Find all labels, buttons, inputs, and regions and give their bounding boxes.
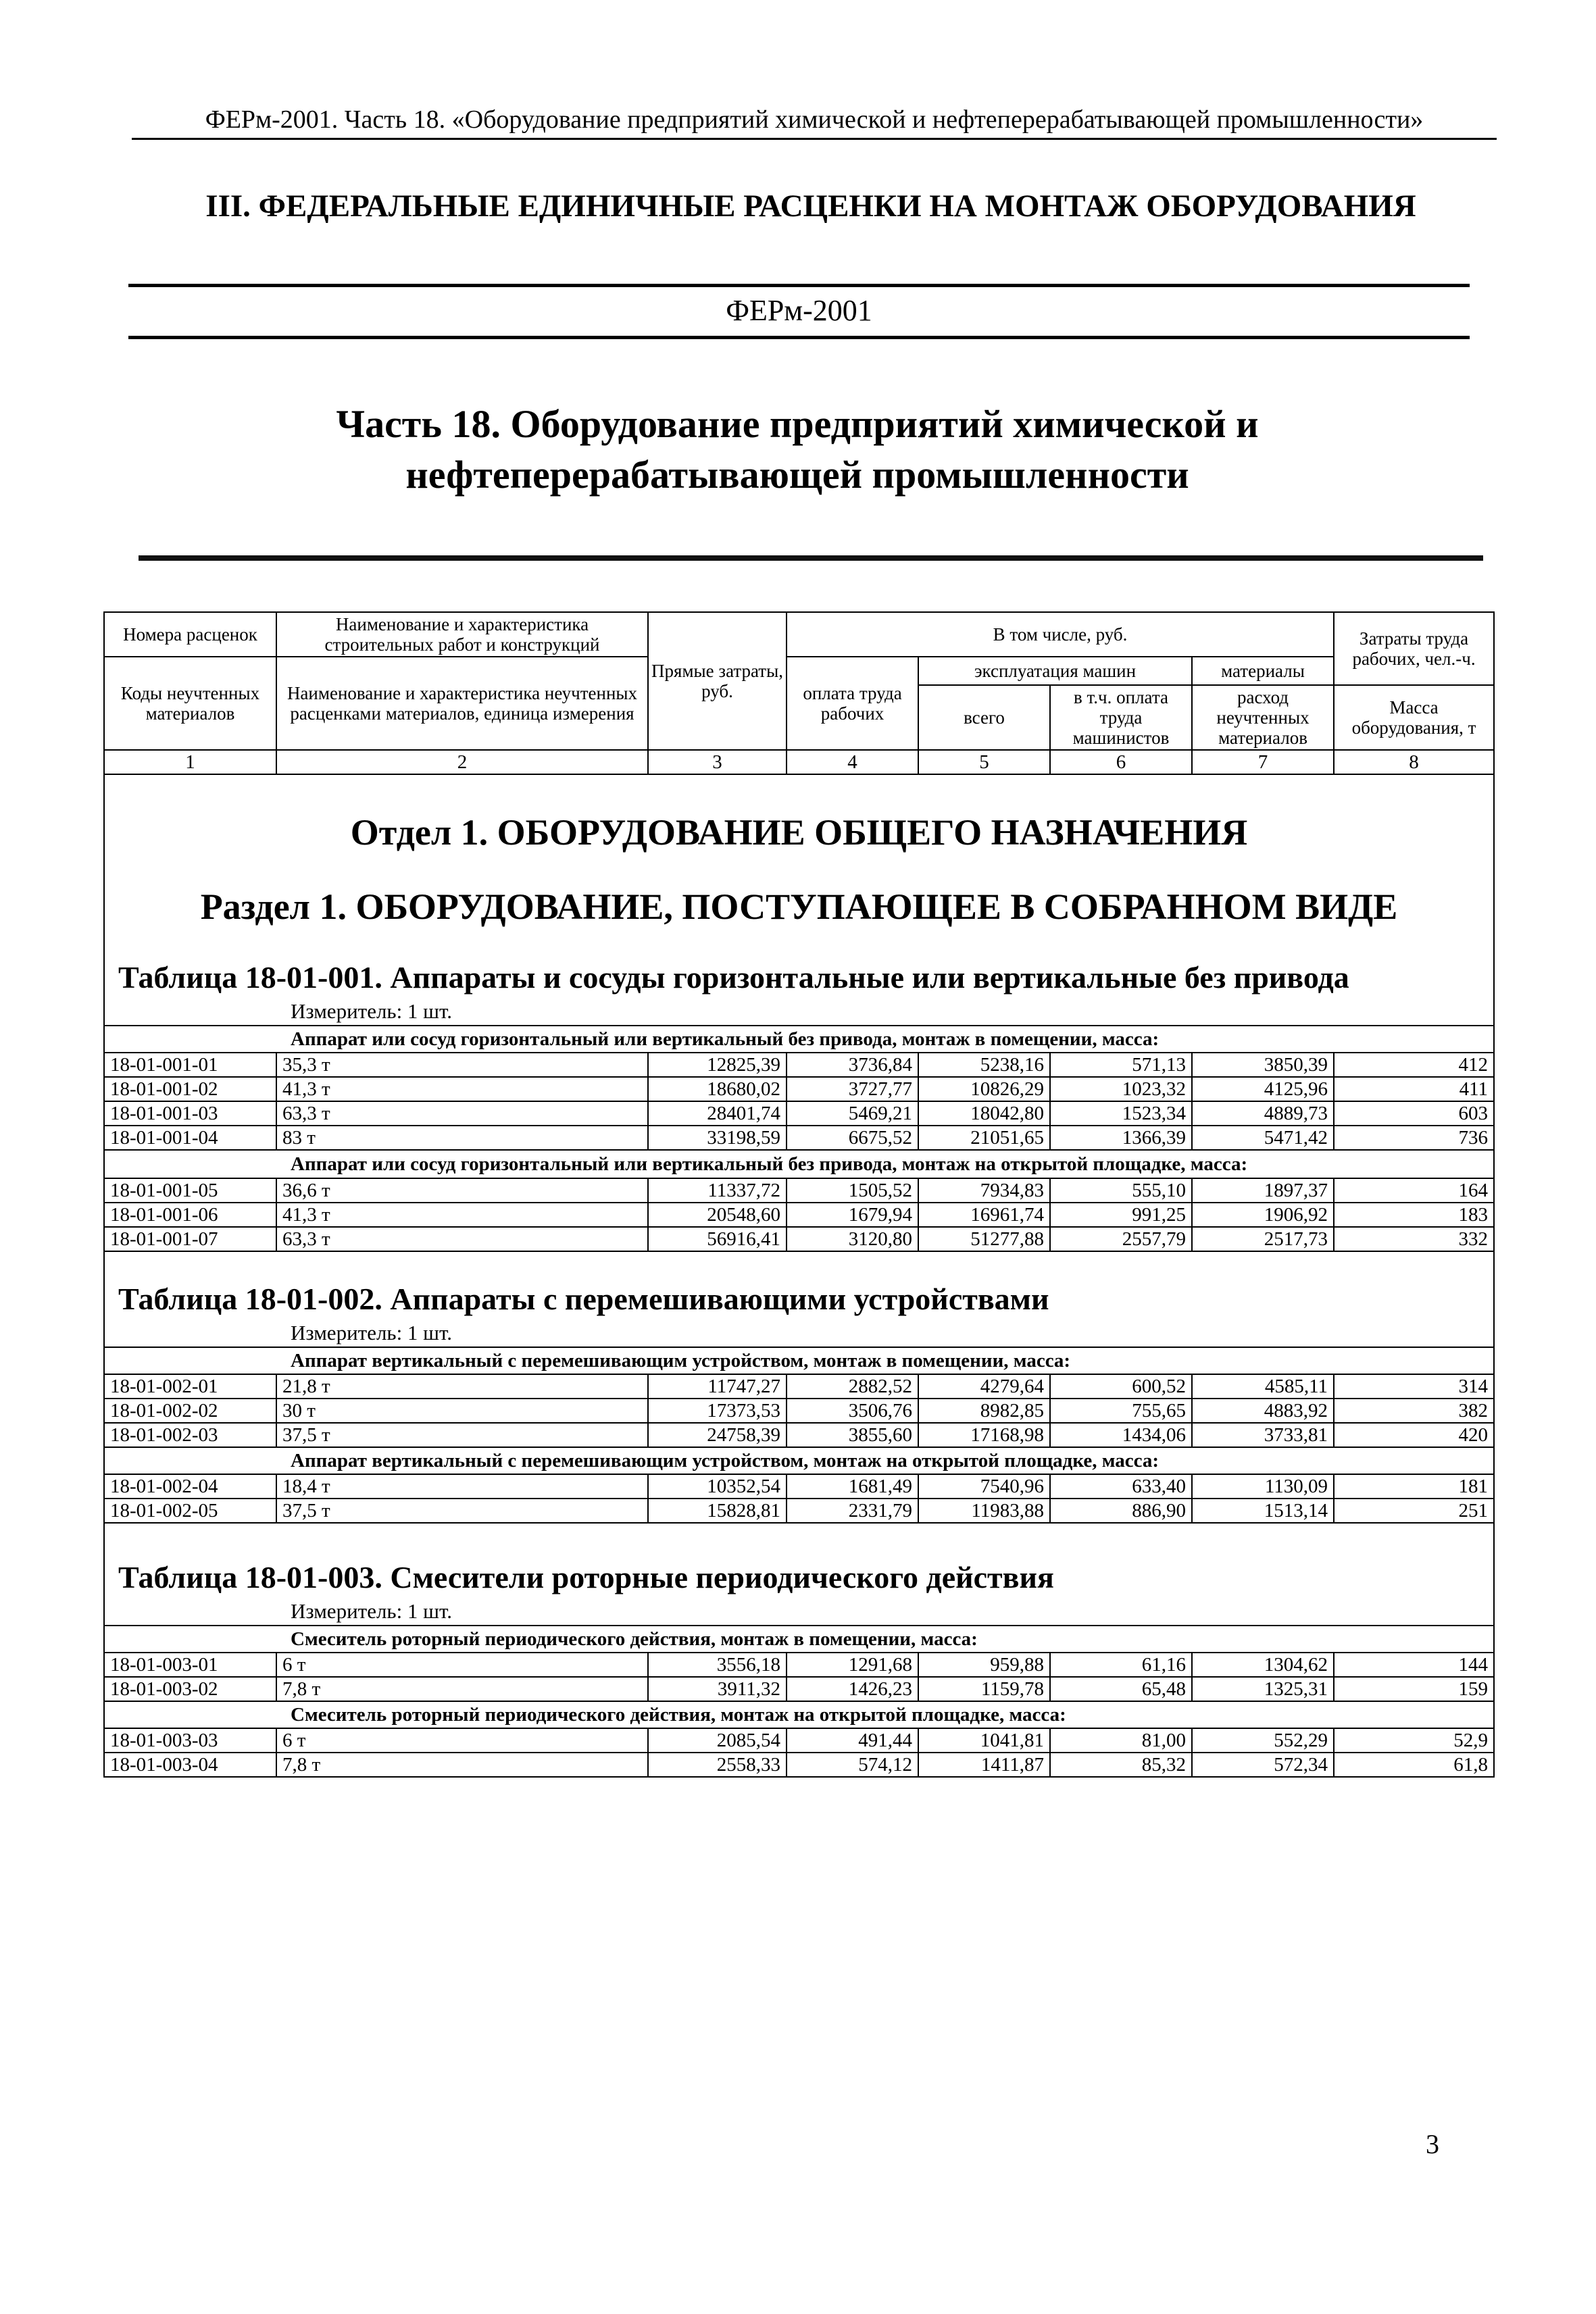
value-cell: 1505,52 (787, 1178, 918, 1203)
value-cell: 10352,54 (648, 1474, 787, 1499)
code-rule-bottom (128, 336, 1470, 339)
value-cell: 1681,49 (787, 1474, 918, 1499)
table-group-heading: Аппарат вертикальный с перемешивающим устройством, монтаж на открытой площадке, масса: (104, 1447, 1494, 1474)
value-cell: 1023,32 (1050, 1077, 1192, 1101)
value-cell: 3733,81 (1192, 1423, 1334, 1447)
rate-code: 18-01-001-07 (104, 1227, 276, 1251)
rate-code: 18-01-001-06 (104, 1203, 276, 1227)
th-labor-costs: Затраты труда рабочих, чел.-ч. (1334, 612, 1494, 685)
table-row (104, 1753, 1494, 1777)
value-cell: 7934,83 (918, 1178, 1050, 1203)
value-cell: 1325,31 (1192, 1677, 1334, 1701)
value-cell: 251 (1334, 1499, 1494, 1523)
value-cell: 736 (1334, 1126, 1494, 1150)
part-title (101, 399, 1493, 500)
mass-label: 36,6 т (276, 1178, 648, 1203)
value-cell: 28401,74 (648, 1101, 787, 1126)
value-cell: 755,65 (1050, 1399, 1192, 1423)
value-cell: 17168,98 (918, 1423, 1050, 1447)
value-cell: 1426,23 (787, 1677, 918, 1701)
value-cell: 183 (1334, 1203, 1494, 1227)
section-title: III. ФЕДЕРАЛЬНЫЕ ЕДИНИЧНЫЕ РАСЦЕНКИ НА МОНТАЖ ОБОРУДОВАНИЯ (205, 188, 1416, 224)
running-title: ФЕРм-2001. Часть 18. «Оборудование предприятий химической и нефтеперерабатывающей промышленности» (205, 105, 1424, 134)
value-cell: 2557,79 (1050, 1227, 1192, 1251)
table-measure: Измеритель: 1 шт. (291, 1599, 453, 1623)
table-row (104, 1374, 1494, 1399)
rate-code: 18-01-001-02 (104, 1077, 276, 1101)
value-cell: 5469,21 (787, 1101, 918, 1126)
value-cell: 574,12 (787, 1753, 918, 1777)
mass-label: 41,3 т (276, 1203, 648, 1227)
value-cell: 159 (1334, 1677, 1494, 1701)
value-cell: 56916,41 (648, 1227, 787, 1251)
mass-label: 37,5 т (276, 1423, 648, 1447)
value-cell: 1159,78 (918, 1677, 1050, 1701)
value-cell: 1897,37 (1192, 1178, 1334, 1203)
table-row (104, 1053, 1494, 1077)
rate-code: 18-01-002-03 (104, 1423, 276, 1447)
table-row (104, 1101, 1494, 1126)
value-cell: 51277,88 (918, 1227, 1050, 1251)
rate-code: 18-01-002-04 (104, 1474, 276, 1499)
th-unaccounted-materials: расход неучтенных материалов (1192, 685, 1334, 750)
value-cell: 7540,96 (918, 1474, 1050, 1499)
value-cell: 1291,68 (787, 1653, 918, 1677)
thick-rule (139, 555, 1483, 561)
rate-code: 18-01-002-05 (104, 1499, 276, 1523)
table-measure: Измеритель: 1 шт. (291, 999, 453, 1023)
value-cell: 11983,88 (918, 1499, 1050, 1523)
mass-label: 35,3 т (276, 1053, 648, 1077)
value-cell: 1679,94 (787, 1203, 918, 1227)
value-cell: 33198,59 (648, 1126, 787, 1150)
value-cell: 1906,92 (1192, 1203, 1334, 1227)
mass-label: 41,3 т (276, 1077, 648, 1101)
value-cell: 12825,39 (648, 1053, 787, 1077)
th-material-codes: Коды неучтенных материалов (104, 657, 276, 750)
rate-code: 18-01-002-01 (104, 1374, 276, 1399)
table-title: Таблица 18-01-003. Смесители роторные периодического действия (118, 1560, 1054, 1594)
value-cell: 15828,81 (648, 1499, 787, 1523)
value-cell: 1513,14 (1192, 1499, 1334, 1523)
mass-label: 21,8 т (276, 1374, 648, 1399)
table-group-heading: Аппарат вертикальный с перемешивающим устройством, монтаж в помещении, масса: (104, 1347, 1494, 1374)
mass-label: 63,3 т (276, 1101, 648, 1126)
value-cell: 412 (1334, 1053, 1494, 1077)
running-title-rule (132, 138, 1497, 140)
value-cell: 4883,92 (1192, 1399, 1334, 1423)
th-worker-pay: оплата труда рабочих (787, 657, 918, 750)
th-work-name: Наименование и характеристика строительных работ и конструкций (276, 612, 648, 657)
value-cell: 314 (1334, 1374, 1494, 1399)
mass-label: 30 т (276, 1399, 648, 1423)
mass-label: 7,8 т (276, 1677, 648, 1701)
rate-code: 18-01-003-02 (104, 1677, 276, 1701)
table-group-heading: Смеситель роторный периодического действия, монтаж в помещении, масса: (104, 1626, 1494, 1653)
value-cell: 61,16 (1050, 1653, 1192, 1677)
th-operator-pay: в т.ч. оплата труда машинистов (1050, 685, 1192, 750)
value-cell: 1523,34 (1050, 1101, 1192, 1126)
column-numbers-row: 1 2 3 4 5 6 7 8 (104, 750, 1494, 774)
value-cell: 3911,32 (648, 1677, 787, 1701)
value-cell: 571,13 (1050, 1053, 1192, 1077)
value-cell: 2085,54 (648, 1728, 787, 1753)
document-code: ФЕРм-2001 (726, 294, 872, 327)
value-cell: 8982,85 (918, 1399, 1050, 1423)
value-cell: 572,34 (1192, 1753, 1334, 1777)
table-title: Таблица 18-01-001. Аппараты и сосуды горизонтальные или вертикальные без привода (118, 960, 1349, 995)
table-group-heading: Аппарат или сосуд горизонтальный или вертикальный без привода, монтаж на открытой площадке, масса: (104, 1150, 1494, 1178)
value-cell: 886,90 (1050, 1499, 1192, 1523)
rate-code: 18-01-003-01 (104, 1653, 276, 1677)
value-cell: 3506,76 (787, 1399, 918, 1423)
value-cell: 5471,42 (1192, 1126, 1334, 1150)
mass-label: 7,8 т (276, 1753, 648, 1777)
rate-code: 18-01-001-03 (104, 1101, 276, 1126)
th-equipment-mass: Масса оборудования, т (1334, 685, 1494, 750)
value-cell: 17373,53 (648, 1399, 787, 1423)
table-row (104, 1077, 1494, 1101)
value-cell: 3850,39 (1192, 1053, 1334, 1077)
th-materials: материалы (1192, 657, 1334, 685)
table-row (104, 1227, 1494, 1251)
razdel-title: Раздел 1. ОБОРУДОВАНИЕ, ПОСТУПАЮЩЕЕ В СОБРАННОМ ВИДЕ (200, 886, 1398, 927)
rates-table (103, 611, 1495, 1778)
rate-code: 18-01-001-05 (104, 1178, 276, 1203)
th-including: В том числе, руб. (787, 612, 1334, 657)
rate-code: 18-01-003-04 (104, 1753, 276, 1777)
value-cell: 1434,06 (1050, 1423, 1192, 1447)
value-cell: 1411,87 (918, 1753, 1050, 1777)
value-cell: 18042,80 (918, 1101, 1050, 1126)
value-cell: 5238,16 (918, 1053, 1050, 1077)
value-cell: 1130,09 (1192, 1474, 1334, 1499)
value-cell: 959,88 (918, 1653, 1050, 1677)
table-title: Таблица 18-01-002. Аппараты с перемешивающими устройствами (118, 1282, 1049, 1316)
mass-label: 83 т (276, 1126, 648, 1150)
value-cell: 633,40 (1050, 1474, 1192, 1499)
value-cell: 181 (1334, 1474, 1494, 1499)
th-material-names: Наименование и характеристика неучтенных расценками материалов, единица измерения (276, 657, 648, 750)
value-cell: 4125,96 (1192, 1077, 1334, 1101)
value-cell: 3727,77 (787, 1077, 918, 1101)
page-number: 3 (1426, 2129, 1439, 2159)
value-cell: 4889,73 (1192, 1101, 1334, 1126)
value-cell: 144 (1334, 1653, 1494, 1677)
value-cell: 1366,39 (1050, 1126, 1192, 1150)
part-title-line1: Часть 18. Оборудование предприятий химической и (336, 402, 1259, 446)
value-cell: 555,10 (1050, 1178, 1192, 1203)
value-cell: 81,00 (1050, 1728, 1192, 1753)
table-row (104, 1499, 1494, 1523)
value-cell: 4585,11 (1192, 1374, 1334, 1399)
table-row (104, 1178, 1494, 1203)
otdel-title: Отдел 1. ОБОРУДОВАНИЕ ОБЩЕГО НАЗНАЧЕНИЯ (350, 812, 1248, 853)
table-row (104, 1423, 1494, 1447)
th-machines-total: всего (918, 685, 1050, 750)
value-cell: 3855,60 (787, 1423, 918, 1447)
mass-label: 6 т (276, 1728, 648, 1753)
table-row (104, 1203, 1494, 1227)
value-cell: 61,8 (1334, 1753, 1494, 1777)
value-cell: 11747,27 (648, 1374, 787, 1399)
table-measure: Измеритель: 1 шт. (291, 1321, 453, 1344)
rate-code: 18-01-001-04 (104, 1126, 276, 1150)
value-cell: 332 (1334, 1227, 1494, 1251)
value-cell: 411 (1334, 1077, 1494, 1101)
value-cell: 6675,52 (787, 1126, 918, 1150)
value-cell: 2558,33 (648, 1753, 787, 1777)
value-cell: 85,32 (1050, 1753, 1192, 1777)
value-cell: 24758,39 (648, 1423, 787, 1447)
value-cell: 4279,64 (918, 1374, 1050, 1399)
mass-label: 37,5 т (276, 1499, 648, 1523)
table-group-heading: Смеситель роторный периодического действия, монтаж на открытой площадке, масса: (104, 1701, 1494, 1728)
table-row (104, 1126, 1494, 1150)
value-cell: 65,48 (1050, 1677, 1192, 1701)
value-cell: 3556,18 (648, 1653, 787, 1677)
value-cell: 11337,72 (648, 1178, 787, 1203)
value-cell: 3736,84 (787, 1053, 918, 1077)
table-row (104, 1474, 1494, 1499)
value-cell: 1041,81 (918, 1728, 1050, 1753)
value-cell: 2517,73 (1192, 1227, 1334, 1251)
value-cell: 600,52 (1050, 1374, 1192, 1399)
code-rule-top (128, 284, 1470, 287)
table-row (104, 1677, 1494, 1701)
table-row (104, 1728, 1494, 1753)
value-cell: 382 (1334, 1399, 1494, 1423)
value-cell: 491,44 (787, 1728, 918, 1753)
table-row (104, 1653, 1494, 1677)
mass-label: 63,3 т (276, 1227, 648, 1251)
rate-code: 18-01-003-03 (104, 1728, 276, 1753)
value-cell: 2331,79 (787, 1499, 918, 1523)
mass-label: 6 т (276, 1653, 648, 1677)
value-cell: 164 (1334, 1178, 1494, 1203)
value-cell: 1304,62 (1192, 1653, 1334, 1677)
th-rate-numbers: Номера расценок (104, 612, 276, 657)
th-direct-costs: Прямые затраты, руб. (648, 612, 787, 750)
value-cell: 21051,65 (918, 1126, 1050, 1150)
value-cell: 20548,60 (648, 1203, 787, 1227)
rate-code: 18-01-001-01 (104, 1053, 276, 1077)
part-title-line2: нефтеперерабатывающей промышленности (405, 453, 1189, 497)
value-cell: 552,29 (1192, 1728, 1334, 1753)
value-cell: 420 (1334, 1423, 1494, 1447)
table-row (104, 1399, 1494, 1423)
rate-code: 18-01-002-02 (104, 1399, 276, 1423)
mass-label: 18,4 т (276, 1474, 648, 1499)
th-machines: эксплуатация машин (918, 657, 1192, 685)
value-cell: 603 (1334, 1101, 1494, 1126)
value-cell: 3120,80 (787, 1227, 918, 1251)
value-cell: 991,25 (1050, 1203, 1192, 1227)
value-cell: 18680,02 (648, 1077, 787, 1101)
value-cell: 52,9 (1334, 1728, 1494, 1753)
value-cell: 2882,52 (787, 1374, 918, 1399)
value-cell: 10826,29 (918, 1077, 1050, 1101)
table-group-heading: Аппарат или сосуд горизонтальный или вертикальный без привода, монтаж в помещении, масса: (104, 1026, 1494, 1053)
value-cell: 16961,74 (918, 1203, 1050, 1227)
